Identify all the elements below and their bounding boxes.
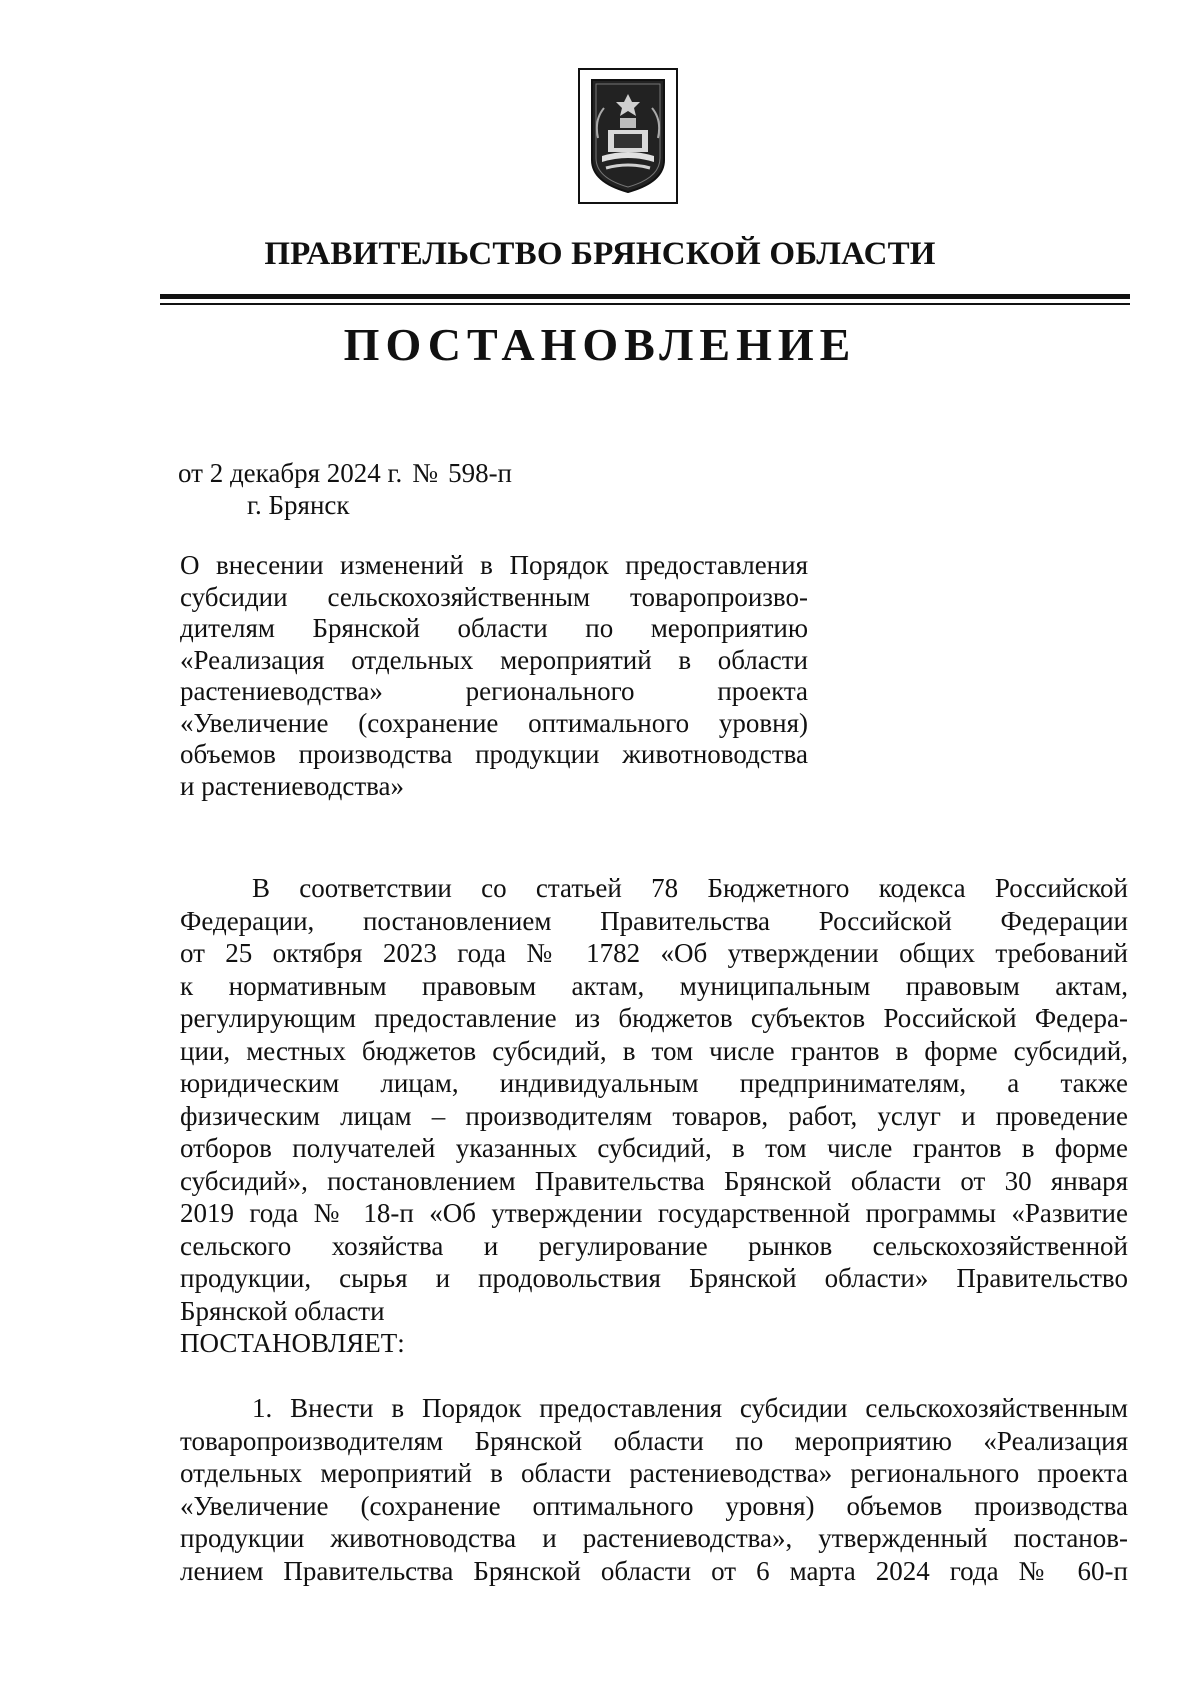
preamble-line: от 25 октября 2023 года № 1782 «Об утверждении общих требований xyxy=(180,938,1128,968)
preamble-line: регулирующим предоставление из бюджетов субъектов Российской Федера- xyxy=(180,1003,1128,1033)
preamble-line: юридическим лицам, индивидуальным предпринимателям, а также xyxy=(180,1068,1128,1098)
subject-line: и растениеводства» xyxy=(180,770,405,801)
preamble-line: Брянской области xyxy=(180,1295,385,1326)
preamble-line: 2019 года № 18-п «Об утверждении государственной программы «Развитие xyxy=(180,1198,1128,1228)
preamble-line: субсидий», постановлением Правительства Брянской области от 30 января xyxy=(180,1165,1128,1196)
item-1-line: продукции животноводства и растениеводства», утвержденный постанов- xyxy=(180,1523,1128,1553)
document-date: от 2 декабря 2024 г. xyxy=(178,458,403,488)
header-divider-thick xyxy=(160,294,1130,299)
item-1-paragraph xyxy=(180,1392,1128,1587)
preamble-paragraph xyxy=(180,872,1128,1360)
document-date-number xyxy=(178,458,512,489)
subject-line: субсидии сельскохозяйственным товаропроизво- xyxy=(180,581,808,612)
subject-line: О внесении изменений в Порядок предоставления xyxy=(180,550,808,580)
preamble-line: ции, местных бюджетов субсидий, в том числе грантов в форме субсидий, xyxy=(180,1035,1128,1066)
item-1-line: «Увеличение (сохранение оптимального уровня) объемов производства xyxy=(180,1490,1128,1521)
preamble-line: продукции, сырья и продовольствия Брянской области» Правительство xyxy=(180,1263,1128,1293)
preamble-line: физическим лицам – производителям товаров, работ, услуг и проведение xyxy=(180,1100,1128,1131)
preamble-line: В соответствии со статьей 78 Бюджетного кодекса Российской xyxy=(252,873,1128,903)
organization-title: ПРАВИТЕЛЬСТВО БРЯНСКОЙ ОБЛАСТИ xyxy=(264,236,936,272)
subject-line: объемов производства продукции животноводства xyxy=(180,739,808,769)
subject-line: дителям Брянской области по мероприятию xyxy=(180,613,808,643)
header-divider-thin xyxy=(160,303,1130,305)
document-subject xyxy=(180,550,808,802)
preamble-line: Федерации, постановлением Правительства Российской Федерации xyxy=(180,905,1128,936)
document-number: 598-п xyxy=(448,458,513,488)
item-1-line: товаропроизводителям Брянской области по мероприятию «Реализация xyxy=(180,1425,1128,1456)
item-1-line: 1. Внести в Порядок предоставления субсидии сельскохозяйственным xyxy=(252,1393,1128,1423)
item-1-line: отдельных мероприятий в области растениеводства» регионального проекта xyxy=(180,1458,1128,1488)
bryansk-oblast-coat-of-arms-icon xyxy=(578,68,678,204)
resolves-keyword: ПОСТАНОВЛЯЕТ: xyxy=(180,1328,405,1358)
subject-line: «Увеличение (сохранение оптимального уровня) xyxy=(180,707,808,738)
subject-line: растениеводства» регионального проекта xyxy=(180,676,808,706)
preamble-line: к нормативным правовым актам, муниципальным правовым актам, xyxy=(180,970,1128,1001)
subject-line: «Реализация отдельных мероприятий в области xyxy=(180,644,808,675)
document-city: г. Брянск xyxy=(247,490,350,520)
number-sign: № xyxy=(412,458,439,488)
preamble-line: отборов получателей указанных субсидий, в том числе грантов в форме xyxy=(180,1133,1128,1163)
document-type-heading: ПОСТАНОВЛЕНИЕ xyxy=(343,319,857,370)
item-1-line: лением Правительства Брянской области от 6 марта 2024 года № 60-п xyxy=(180,1555,1128,1586)
preamble-line: сельского хозяйства и регулирование рынков сельскохозяйственной xyxy=(180,1230,1128,1261)
